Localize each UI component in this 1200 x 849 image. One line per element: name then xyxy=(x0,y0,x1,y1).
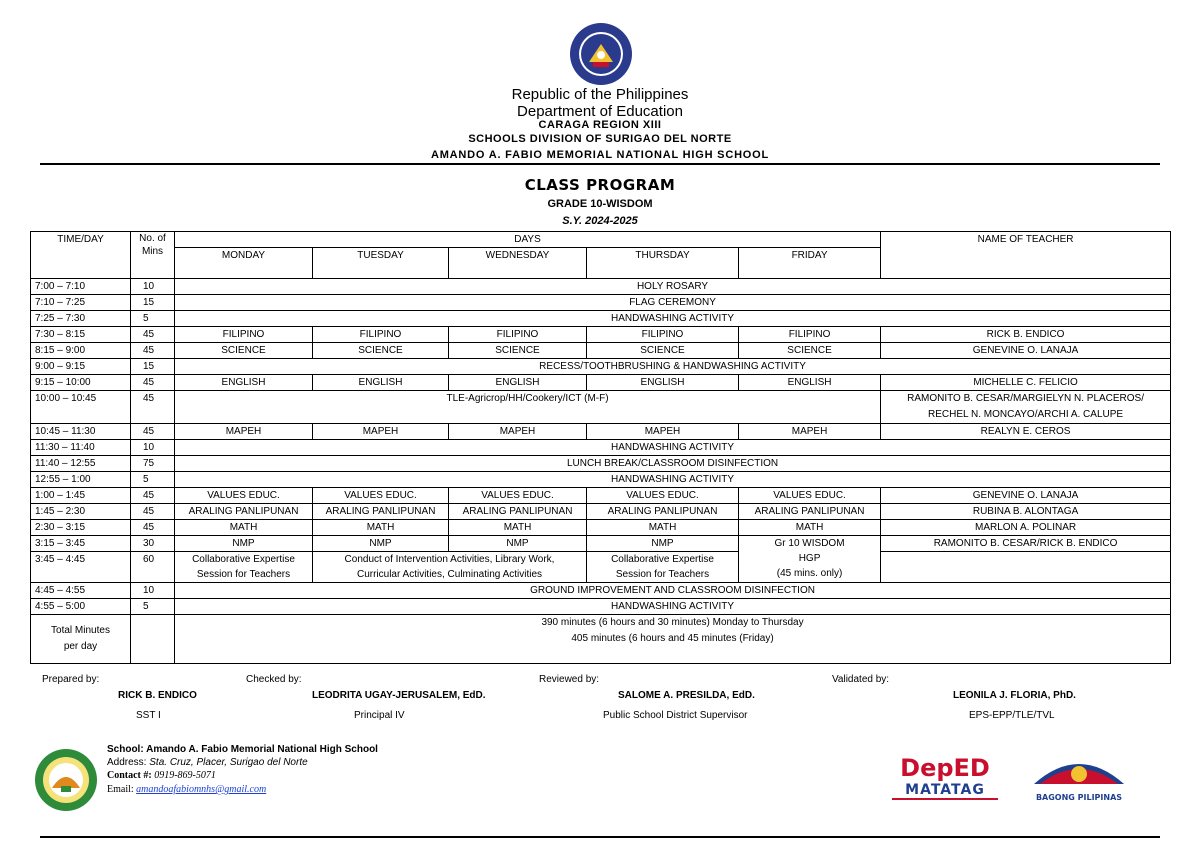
mins-cell: 5 xyxy=(131,311,175,327)
table-row xyxy=(31,488,1171,504)
school-year: S.Y. 2024-2025 xyxy=(562,215,638,227)
subject-cell: SCIENCE xyxy=(739,343,881,359)
header-divider xyxy=(40,163,1160,165)
time-cell: 9:15 – 10:00 xyxy=(31,375,131,391)
footer-contact-label: Contact #: xyxy=(107,770,152,781)
time-cell: 3:15 – 3:45 xyxy=(31,536,131,552)
deped-matatag-logo-icon xyxy=(884,752,1006,804)
day-friday: FRIDAY xyxy=(739,248,881,279)
time-cell: 3:45 – 4:45 xyxy=(31,552,131,583)
time-cell: 1:45 – 2:30 xyxy=(31,504,131,520)
subject-cell: FILIPINO xyxy=(175,327,313,343)
bagong-pilipinas-logo-icon xyxy=(1020,748,1138,808)
subject-cell: VALUES EDUC. xyxy=(313,488,449,504)
class-program-table xyxy=(30,231,1171,664)
mins-cell: 10 xyxy=(131,440,175,456)
mins-cell: 45 xyxy=(131,343,175,359)
school-logo-icon xyxy=(34,748,98,812)
footer-address-value: Sta. Cruz, Placer, Surigao del Norte xyxy=(149,757,308,768)
time-cell: 10:00 – 10:45 xyxy=(31,391,131,424)
intervention-cell xyxy=(313,552,587,583)
footer-school-value: Amando A. Fabio Memorial National High School xyxy=(146,744,378,755)
mins-cell: 45 xyxy=(131,327,175,343)
mins-cell: 5 xyxy=(131,472,175,488)
time-cell: 2:30 – 3:15 xyxy=(31,520,131,536)
time-cell: 7:10 – 7:25 xyxy=(31,295,131,311)
checked-label: Checked by: xyxy=(246,674,302,685)
bagong-pilipinas-text: BAGONG PILIPINAS xyxy=(1035,793,1123,802)
teacher-line: RAMONITO B. CESAR/MARGIELYN N. PLACEROS/ xyxy=(907,393,1145,404)
deped-seal-icon xyxy=(569,22,633,86)
time-cell: 8:15 – 9:00 xyxy=(31,343,131,359)
hgp-line: HGP xyxy=(798,553,821,564)
time-cell: 7:25 – 7:30 xyxy=(31,311,131,327)
subject-cell: FILIPINO xyxy=(313,327,449,343)
hgp-line: Gr 10 WISDOM xyxy=(774,538,845,549)
mins-cell: 10 xyxy=(131,583,175,599)
table-row xyxy=(31,472,1171,488)
activity-cell: RECESS/TOOTHBRUSHING & HANDWASHING ACTIVITY xyxy=(175,359,1171,375)
total-line-mon-thu: 390 minutes (6 hours and 30 minutes) Monday to Thursday xyxy=(541,617,804,628)
subject-cell: NMP xyxy=(313,536,449,552)
teacher-cell xyxy=(881,391,1171,424)
subject-cell: NMP xyxy=(449,536,587,552)
prepared-title: SST I xyxy=(136,710,161,721)
teacher-cell: REALYN E. CEROS xyxy=(881,424,1171,440)
total-value-cell xyxy=(175,615,1171,664)
hgp-line: (45 mins. only) xyxy=(776,568,843,579)
mins-cell: 10 xyxy=(131,279,175,295)
table-row xyxy=(31,520,1171,536)
mins-cell: 45 xyxy=(131,424,175,440)
subject-cell: VALUES EDUC. xyxy=(175,488,313,504)
checked-name: LEODRITA UGAY-JERUSALEM, EdD. xyxy=(312,690,486,701)
region-heading: CARAGA REGION XIII xyxy=(538,119,662,131)
subject-cell: MAPEH xyxy=(587,424,739,440)
table-row xyxy=(31,279,1171,295)
footer-divider xyxy=(40,836,1160,838)
teacher-cell xyxy=(881,552,1171,583)
day-wednesday: WEDNESDAY xyxy=(449,248,587,279)
table-row xyxy=(31,424,1171,440)
table-row xyxy=(31,504,1171,520)
table-row xyxy=(31,440,1171,456)
deped-logo-text: DepED xyxy=(900,754,990,782)
mins-cell: 75 xyxy=(131,456,175,472)
activity-cell: HANDWASHING ACTIVITY xyxy=(175,440,1171,456)
school-heading: AMANDO A. FABIO MEMORIAL NATIONAL HIGH SCHOOL xyxy=(430,149,770,161)
subject-cell: ENGLISH xyxy=(313,375,449,391)
ces-line: Session for Teachers xyxy=(615,569,710,580)
footer-email-label: Email: xyxy=(107,784,134,795)
footer-contact xyxy=(107,770,216,781)
ces-line: Collaborative Expertise xyxy=(192,554,295,565)
footer-address xyxy=(107,757,308,768)
time-cell: 9:00 – 9:15 xyxy=(31,359,131,375)
table-row xyxy=(31,359,1171,375)
table-header-row xyxy=(31,232,1171,248)
teacher-cell: RUBINA B. ALONTAGA xyxy=(881,504,1171,520)
mins-cell: 30 xyxy=(131,536,175,552)
subject-cell: SCIENCE xyxy=(449,343,587,359)
teacher-line: RECHEL N. MONCAYO/ARCHI A. CALUPE xyxy=(928,409,1124,420)
mins-cell: 45 xyxy=(131,504,175,520)
total-mins-cell xyxy=(131,615,175,664)
table-row xyxy=(31,536,1171,552)
table-row xyxy=(31,552,1171,583)
subject-cell: MATH xyxy=(313,520,449,536)
activity-cell: HOLY ROSARY xyxy=(175,279,1171,295)
table-row xyxy=(31,456,1171,472)
prepared-label: Prepared by: xyxy=(42,674,100,685)
total-line-fri: 405 minutes (6 hours and 45 minutes (Friday) xyxy=(571,633,774,644)
time-cell: 10:45 – 11:30 xyxy=(31,424,131,440)
reviewed-title: Public School District Supervisor xyxy=(603,710,748,721)
total-label: Total Minutes per day xyxy=(31,615,131,664)
time-cell: 12:55 – 1:00 xyxy=(31,472,131,488)
validated-title: EPS-EPP/TLE/TVL xyxy=(969,710,1055,721)
page-title: CLASS PROGRAM xyxy=(524,176,676,194)
time-cell: 11:30 – 11:40 xyxy=(31,440,131,456)
mins-cell: 5 xyxy=(131,599,175,615)
day-thursday: THURSDAY xyxy=(587,248,739,279)
matatag-logo-text: MATATAG xyxy=(905,782,985,798)
grade-section: GRADE 10-WISDOM xyxy=(547,198,653,210)
mins-cell: 45 xyxy=(131,375,175,391)
footer-school-label: School: xyxy=(107,744,144,755)
table-row xyxy=(31,327,1171,343)
subject-cell: NMP xyxy=(175,536,313,552)
subject-cell: SCIENCE xyxy=(587,343,739,359)
subject-cell: VALUES EDUC. xyxy=(449,488,587,504)
subject-cell: ARALING PANLIPUNAN xyxy=(739,504,881,520)
teacher-cell: GENEVINE O. LANAJA xyxy=(881,488,1171,504)
intervention-line: Curricular Activities, Culminating Activities xyxy=(356,569,543,580)
teacher-cell: MICHELLE C. FELICIO xyxy=(881,375,1171,391)
mins-cell: 45 xyxy=(131,520,175,536)
division-heading: SCHOOLS DIVISION OF SURIGAO DEL NORTE xyxy=(468,133,732,145)
reviewed-label: Reviewed by: xyxy=(539,674,600,685)
activity-cell: HANDWASHING ACTIVITY xyxy=(175,472,1171,488)
teacher-cell: GENEVINE O. LANAJA xyxy=(881,343,1171,359)
friday-hgp-cell xyxy=(739,536,881,583)
monday-ces-cell xyxy=(175,552,313,583)
ces-line: Collaborative Expertise xyxy=(611,554,714,565)
mins-cell: 15 xyxy=(131,359,175,375)
activity-cell: LUNCH BREAK/CLASSROOM DISINFECTION xyxy=(175,456,1171,472)
subject-cell: MAPEH xyxy=(449,424,587,440)
ces-line: Session for Teachers xyxy=(196,569,291,580)
mins-cell: 60 xyxy=(131,552,175,583)
col-header-teacher: NAME OF TEACHER xyxy=(881,232,1171,279)
subject-cell: ARALING PANLIPUNAN xyxy=(313,504,449,520)
teacher-cell: RAMONITO B. CESAR/RICK B. ENDICO xyxy=(881,536,1171,552)
subject-cell: MAPEH xyxy=(313,424,449,440)
subject-cell: MATH xyxy=(587,520,739,536)
table-row xyxy=(31,583,1171,599)
table-row xyxy=(31,391,1171,424)
time-cell: 7:00 – 7:10 xyxy=(31,279,131,295)
subject-cell: SCIENCE xyxy=(313,343,449,359)
thursday-ces-cell xyxy=(587,552,739,583)
col-header-time: TIME/DAY xyxy=(31,232,131,279)
validated-name: LEONILA J. FLORIA, PhD. xyxy=(953,690,1076,701)
subject-cell: NMP xyxy=(587,536,739,552)
activity-cell: HANDWASHING ACTIVITY xyxy=(175,599,1171,615)
mins-cell: 45 xyxy=(131,391,175,424)
time-cell: 11:40 – 12:55 xyxy=(31,456,131,472)
subject-cell: MATH xyxy=(175,520,313,536)
teacher-cell: MARLON A. POLINAR xyxy=(881,520,1171,536)
table-row xyxy=(31,375,1171,391)
total-row xyxy=(31,615,1171,664)
time-cell: 1:00 – 1:45 xyxy=(31,488,131,504)
subject-cell: ARALING PANLIPUNAN xyxy=(175,504,313,520)
subject-cell: ENGLISH xyxy=(739,375,881,391)
intervention-line: Conduct of Intervention Activities, Library Work, xyxy=(344,554,555,565)
republic-heading: Republic of the Philippines xyxy=(511,86,689,103)
department-heading: Department of Education xyxy=(517,103,683,120)
validated-label: Validated by: xyxy=(832,674,890,685)
table-row xyxy=(31,599,1171,615)
checked-title: Principal IV xyxy=(354,710,405,721)
prepared-name: RICK B. ENDICO xyxy=(118,690,197,701)
subject-cell: FILIPINO xyxy=(739,327,881,343)
activity-cell: GROUND IMPROVEMENT AND CLASSROOM DISINFECTION xyxy=(175,583,1171,599)
time-cell: 7:30 – 8:15 xyxy=(31,327,131,343)
subject-cell: SCIENCE xyxy=(175,343,313,359)
subject-cell: MAPEH xyxy=(175,424,313,440)
footer-address-label: Address: xyxy=(107,757,147,768)
footer-email-link[interactable]: amandoafabiomnhs@gmail.com xyxy=(136,784,267,795)
activity-cell: FLAG CEREMONY xyxy=(175,295,1171,311)
footer-contact-value: 0919-869-5071 xyxy=(154,770,216,781)
mins-cell: 15 xyxy=(131,295,175,311)
subject-cell: MATH xyxy=(739,520,881,536)
subject-cell: ARALING PANLIPUNAN xyxy=(587,504,739,520)
activity-cell: HANDWASHING ACTIVITY xyxy=(175,311,1171,327)
subject-cell: VALUES EDUC. xyxy=(587,488,739,504)
subject-cell: MAPEH xyxy=(739,424,881,440)
footer-email xyxy=(107,784,266,795)
reviewed-name: SALOME A. PRESILDA, EdD. xyxy=(618,690,755,701)
table-row xyxy=(31,343,1171,359)
subject-cell: ARALING PANLIPUNAN xyxy=(449,504,587,520)
time-cell: 4:55 – 5:00 xyxy=(31,599,131,615)
col-header-mins: No. of Mins xyxy=(131,232,175,279)
table-row xyxy=(31,295,1171,311)
day-tuesday: TUESDAY xyxy=(313,248,449,279)
subject-cell: ENGLISH xyxy=(175,375,313,391)
time-cell: 4:45 – 4:55 xyxy=(31,583,131,599)
subject-cell: FILIPINO xyxy=(587,327,739,343)
subject-cell: VALUES EDUC. xyxy=(739,488,881,504)
table-row xyxy=(31,311,1171,327)
footer-school xyxy=(107,744,378,755)
subject-cell: ENGLISH xyxy=(449,375,587,391)
subject-cell: ENGLISH xyxy=(587,375,739,391)
col-header-days: DAYS xyxy=(175,232,881,248)
day-monday: MONDAY xyxy=(175,248,313,279)
mins-cell: 45 xyxy=(131,488,175,504)
teacher-cell: RICK B. ENDICO xyxy=(881,327,1171,343)
subject-cell: FILIPINO xyxy=(449,327,587,343)
subject-cell: MATH xyxy=(449,520,587,536)
tle-cell: TLE-Agricrop/HH/Cookery/ICT (M-F) xyxy=(175,391,881,424)
